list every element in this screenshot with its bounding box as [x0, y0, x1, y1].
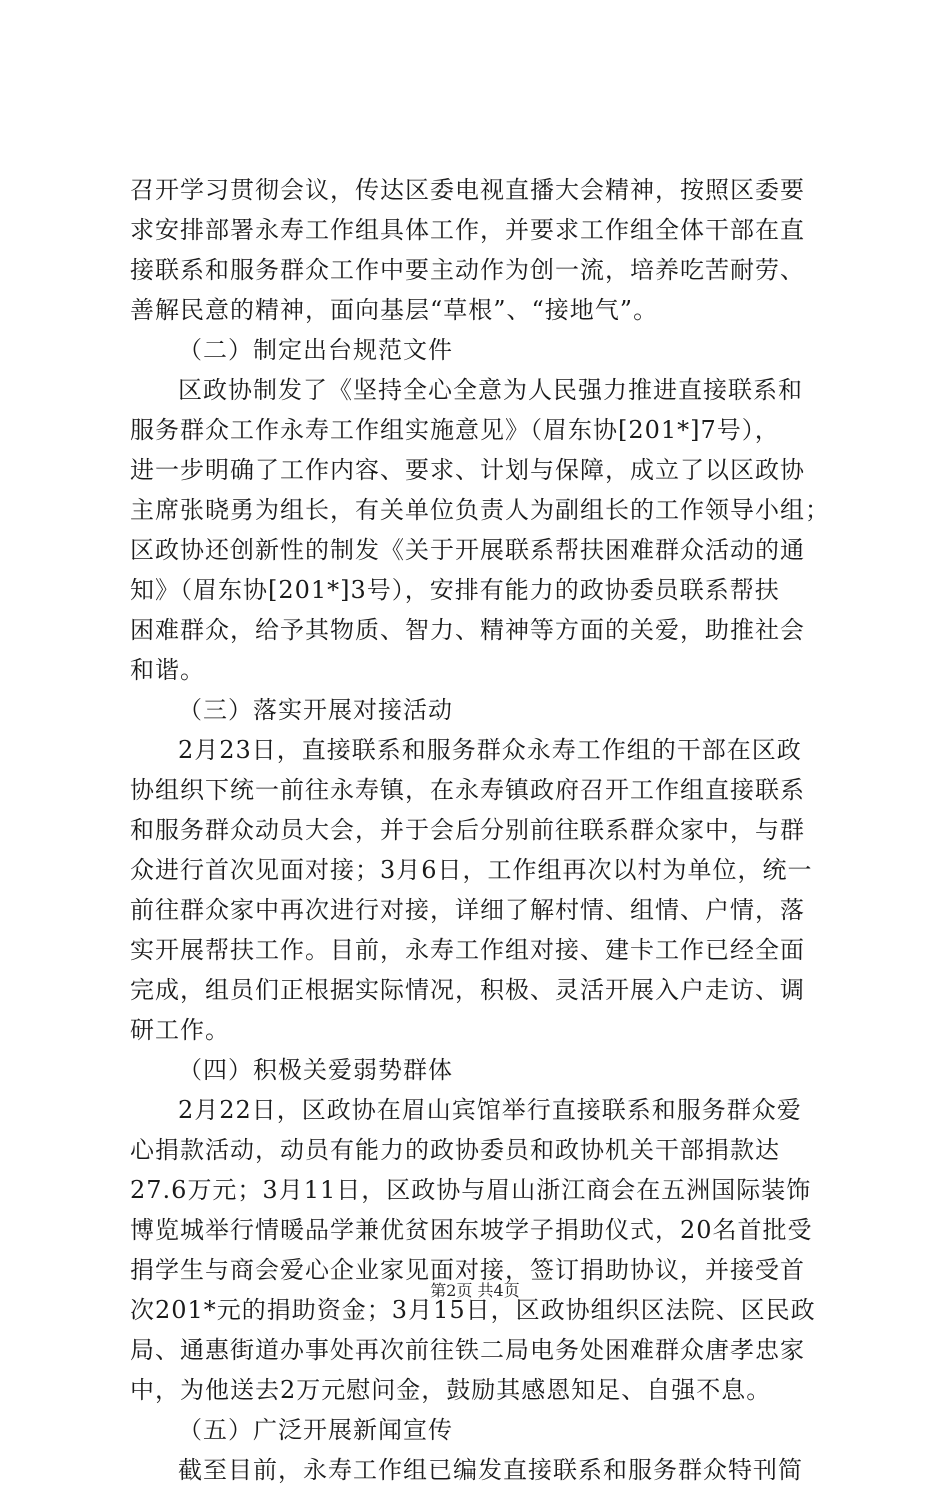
- text-line: 局、通惠街道办事处再次前往铁二局电务处困难群众唐孝忠家: [130, 1336, 805, 1364]
- text-line: 知》（眉东协[201*]3号），安排有能力的政协委员联系帮扶: [130, 576, 780, 604]
- section-heading-5: （五）广泛开展新闻宣传: [178, 1416, 453, 1444]
- text-line: 召开学习贯彻会议，传达区委电视直播大会精神，按照区委要: [130, 176, 805, 204]
- text-line: 2月22日，区政协在眉山宾馆举行直接联系和服务群众爱: [178, 1096, 802, 1124]
- text-line: 完成，组员们正根据实际情况，积极、灵活开展入户走访、调: [130, 976, 805, 1004]
- text-line: 27.6万元；3月11日，区政协与眉山浙江商会在五洲国际装饰: [130, 1176, 812, 1204]
- text-line: 接联系和服务群众工作中要主动作为创一流，培养吃苦耐劳、: [130, 256, 805, 284]
- text-line: 研工作。: [130, 1016, 230, 1044]
- text-line: 和谐。: [130, 656, 205, 684]
- text-line: 区政协制发了《坚持全心全意为人民强力推进直接联系和: [178, 376, 803, 404]
- text-line: 心捐款活动，动员有能力的政协委员和政协机关干部捐款达: [130, 1136, 780, 1164]
- text-line: 众进行首次见面对接；3月6日，工作组再次以村为单位，统一: [130, 856, 813, 884]
- text-line: 善解民意的精神，面向基层“草根”、“接地气”。: [130, 296, 659, 324]
- text-line: 截至目前，永寿工作组已编发直接联系和服务群众特刊简: [178, 1456, 803, 1484]
- text-line: 服务群众工作永寿工作组实施意见》（眉东协[201*]7号），: [130, 416, 780, 444]
- text-line: 中，为他送去2万元慰问金，鼓励其感恩知足、自强不息。: [130, 1376, 772, 1404]
- text-line: 主席张晓勇为组长，有关单位负责人为副组长的工作领导小组；: [130, 496, 830, 524]
- section-heading-3: （三）落实开展对接活动: [178, 696, 453, 724]
- text-line: 捐学生与商会爱心企业家见面对接，签订捐助协议，并接受首: [130, 1256, 805, 1284]
- section-heading-4: （四）积极关爱弱势群体: [178, 1056, 453, 1084]
- text-line: 区政协还创新性的制发《关于开展联系帮扶困难群众活动的通: [130, 536, 805, 564]
- page-number-footer: 第2页 共4页: [430, 1281, 520, 1300]
- text-line: 博览城举行情暖品学兼优贫困东坡学子捐助仪式，20名首批受: [130, 1216, 813, 1244]
- text-line: 次201*元的捐助资金；3月15日，区政协组织区法院、区民政: [130, 1296, 816, 1324]
- text-line: 实开展帮扶工作。目前，永寿工作组对接、建卡工作已经全面: [130, 936, 805, 964]
- text-line: 求安排部署永寿工作组具体工作，并要求工作组全体干部在直: [130, 216, 805, 244]
- text-line: 困难群众，给予其物质、智力、精神等方面的关爱，助推社会: [130, 616, 805, 644]
- section-heading-2: （二）制定出台规范文件: [178, 336, 453, 364]
- text-line: 和服务群众动员大会，并于会后分别前往联系群众家中，与群: [130, 816, 805, 844]
- text-line: 2月23日，直接联系和服务群众永寿工作组的干部在区政: [178, 736, 802, 764]
- text-line: 进一步明确了工作内容、要求、计划与保障，成立了以区政协: [130, 456, 805, 484]
- text-line: 协组织下统一前往永寿镇，在永寿镇政府召开工作组直接联系: [130, 776, 805, 804]
- text-line: 前往群众家中再次进行对接，详细了解村情、组情、户情，落: [130, 896, 805, 924]
